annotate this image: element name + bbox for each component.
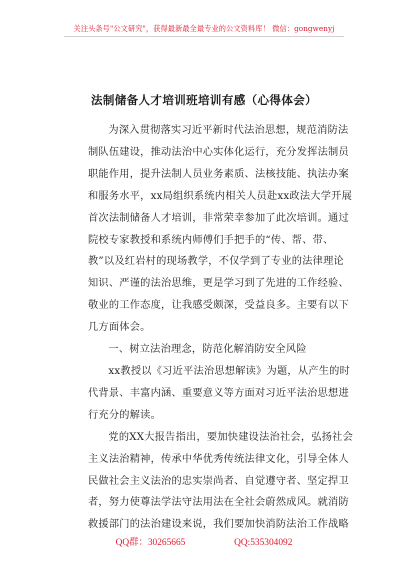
body-line: 职能作用，提升法制人员业务素质、法核技能、执法办案: [88, 168, 349, 180]
body-line: 党的XX大报告指出，要加快建设法治社会，弘扬社会: [108, 431, 354, 443]
qq-group-number: QQ群：30265665: [115, 538, 186, 548]
body-line: 者，努力使尊法学法守法用法在全社会蔚然成风。就消防: [88, 497, 349, 509]
body-line: 首次法制储备人才培训，非常荣幸参加了此次培训。通过: [88, 212, 349, 224]
body-line: 几方面体会。: [88, 322, 151, 334]
body-line: 敬业的工作态度，让我感受颇深，受益良多。主要有以下: [88, 300, 349, 312]
body-line: 行充分的解读。: [88, 409, 162, 421]
body-line: 民做社会主义法治的忠实崇尚者、自觉遵守者、坚定捍卫: [88, 475, 349, 487]
header-notice: 关注头条号"公文研究"，获得最新最全最专业的公文资料库！ 微信：gongwenyj: [73, 24, 335, 33]
body-line: 知识、严谨的法治思维，更是学习到了先进的工作经验、: [88, 278, 349, 290]
body-line: 和服务水平，xx局组织系统内相关人员赴xx政法大学开展: [88, 190, 353, 202]
page-header: [0, 0, 408, 44]
body-line: 院校专家教授和系统内师傅们手把手的“传、帮、带、: [88, 234, 334, 246]
section-heading: 一、树立法治理念，防范化解消防安全风险: [108, 344, 307, 356]
header-divider: [64, 36, 344, 37]
document-body: [88, 120, 354, 536]
body-line: 主义法治精神，传承中华优秀传统法律文化，引导全体人: [88, 453, 349, 465]
qq-contact-number: QQ:535304092: [234, 538, 293, 548]
body-line: 救援部门的法治建设来说，我们要加快消防法治工作战略: [88, 519, 349, 531]
body-line: 教”以及红岩村的现场教学，不仅学到了专业的法律理论: [88, 256, 344, 268]
body-line: 为深入贯彻落实习近平新时代法治思想，规范消防法: [108, 125, 349, 136]
body-line: 代背景、丰富内涵、重要意义等方面对习近平法治思想进: [88, 387, 349, 399]
body-line: 制队伍建设，推动法治中心实体化运行，充分发挥法制员: [88, 146, 349, 158]
page-footer: [0, 534, 408, 548]
body-line: xx教授以《习近平法治思想解读》为题，从产生的时: [108, 365, 351, 377]
document-title: 法制储备人才培训班培训有感（心得体会）: [90, 93, 318, 107]
